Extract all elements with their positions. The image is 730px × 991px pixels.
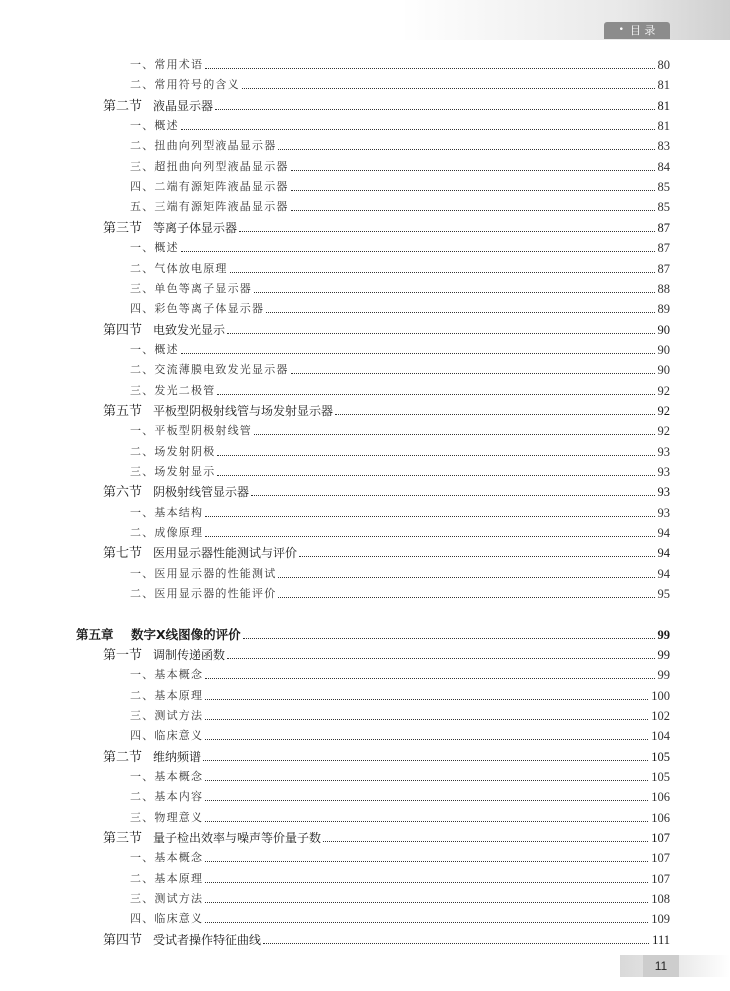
- toc-entry-title: 二、气体放电原理: [130, 261, 228, 275]
- toc-entry-label: [130, 770, 203, 784]
- toc-entry-title: 受试者操作特征曲线: [153, 932, 262, 947]
- toc-entry-title: 一、基本概念: [130, 769, 204, 783]
- toc-entry-title: 二、医用显示器的性能评价: [130, 587, 277, 601]
- toc-entry-page: 92: [657, 424, 670, 439]
- dot-leader: [230, 272, 655, 273]
- toc-entry-title: 阴极射线管显示器: [153, 485, 250, 500]
- toc-entry-title: 维纳频谱: [153, 749, 202, 764]
- toc-section[interactable]: [103, 927, 670, 947]
- toc-entry-label: [76, 628, 241, 642]
- dot-leader: [181, 251, 655, 252]
- toc-item[interactable]: [130, 723, 670, 743]
- dot-leader: [291, 170, 655, 171]
- toc-entry-title: 三、发光二极管: [130, 383, 216, 397]
- toc-entry-label: [130, 506, 203, 520]
- toc-entry-title: 一、基本概念: [130, 851, 204, 865]
- toc-entry-page: 87: [657, 241, 670, 256]
- dot-leader: [205, 739, 648, 740]
- toc-entry-label: [130, 58, 203, 72]
- toc-entry-title: 四、彩色等离子体显示器: [130, 302, 265, 316]
- toc-entry-page: 94: [657, 526, 670, 541]
- dot-leader: [205, 800, 648, 801]
- toc-entry-title: 一、医用显示器的性能测试: [130, 566, 277, 580]
- toc-entry-title: 二、成像原理: [130, 526, 204, 540]
- dot-leader: [205, 821, 648, 822]
- dot-leader: [254, 434, 655, 435]
- toc-entry-title: 一、常用术语: [130, 58, 204, 71]
- toc-entry-label: [130, 139, 276, 153]
- toc-entry-page: 99: [657, 627, 670, 642]
- toc-section[interactable]: [103, 93, 670, 113]
- toc-entry-title: 三、单色等离子显示器: [130, 281, 252, 295]
- toc-entry-label: [130, 790, 203, 804]
- toc-entry-title: 医用显示器性能测试与评价: [153, 546, 298, 561]
- toc-entry-title: 一、概述: [130, 119, 179, 133]
- dot-leader: [181, 129, 655, 130]
- toc-item[interactable]: [130, 866, 670, 886]
- toc-entry-title: 电致发光显示: [153, 322, 226, 337]
- toc-entry-label: [103, 933, 261, 947]
- toc-entry-title: 二、扭曲向列型液晶显示器: [130, 139, 277, 153]
- dot-leader: [205, 516, 654, 517]
- toc-item[interactable]: [130, 459, 670, 479]
- toc-entry-label: [130, 587, 276, 601]
- dot-leader: [205, 536, 654, 537]
- toc-entry-number: 第三节: [103, 219, 143, 235]
- toc-item[interactable]: [130, 52, 670, 72]
- toc-item[interactable]: [130, 439, 670, 459]
- toc-entry-page: 89: [657, 302, 670, 317]
- toc-entry-label: [103, 221, 237, 235]
- toc-item[interactable]: [130, 276, 670, 296]
- toc-entry-page: 99: [657, 647, 670, 662]
- toc-entry-title: 二、常用符号的含义: [130, 78, 240, 92]
- toc-entry-number: 第五节: [103, 403, 143, 418]
- toc-item[interactable]: [130, 520, 670, 540]
- toc-section[interactable]: [103, 825, 670, 845]
- dot-leader: [291, 190, 655, 191]
- toc-entry-page: 92: [657, 383, 670, 398]
- toc-item[interactable]: [130, 418, 670, 438]
- toc-entry-title: 二、基本原理: [130, 871, 204, 885]
- toc-entry-label: [130, 912, 203, 926]
- toc-entry-label: [130, 160, 289, 174]
- dot-leader: [205, 902, 648, 903]
- dot-leader: [278, 597, 654, 598]
- toc-entry-label: [103, 99, 213, 113]
- toc-entry-page: 107: [651, 871, 670, 886]
- toc-entry-number: 第五章: [76, 626, 114, 642]
- toc-entry-page: 94: [657, 546, 670, 561]
- toc-item[interactable]: [130, 703, 670, 723]
- dot-leader: [291, 210, 655, 211]
- toc-entry-page: 109: [651, 912, 670, 927]
- toc-item[interactable]: [130, 194, 670, 214]
- toc-entry-page: 92: [657, 404, 670, 418]
- toc-entry-label: [130, 78, 240, 92]
- dot-leader: [335, 414, 654, 415]
- toc-entry-page: 104: [651, 729, 670, 744]
- toc-entry-label: [130, 892, 203, 906]
- dot-leader: [278, 149, 654, 150]
- toc-entry-label: [103, 750, 201, 764]
- toc-entry-label: [130, 262, 228, 276]
- toc-entry-page: 106: [651, 810, 670, 825]
- bullet-icon: •: [618, 25, 624, 35]
- toc-entry-title: 四、临床意义: [130, 912, 204, 926]
- toc-item[interactable]: [130, 764, 670, 784]
- toc-entry-title: 四、临床意义: [130, 729, 204, 743]
- dot-leader: [203, 760, 648, 761]
- toc-entry-title: 三、超扭曲向列型液晶显示器: [130, 159, 289, 173]
- toc-entry-page: 93: [657, 465, 670, 479]
- toc-entry-title: 平板型阴极射线管与场发射显示器: [153, 404, 334, 418]
- toc-item[interactable]: [130, 113, 670, 133]
- toc-entry-title: 三、测试方法: [130, 708, 204, 722]
- dot-leader: [242, 88, 655, 89]
- dot-leader: [217, 475, 654, 476]
- toc-entry-label: [130, 200, 289, 214]
- toc-entry-number: 第三节: [103, 830, 143, 845]
- dot-leader: [243, 638, 655, 639]
- toc-entry-page: 102: [651, 708, 670, 723]
- toc-entry-number: 第七节: [103, 545, 143, 561]
- toc-entry-label: [130, 180, 289, 194]
- toc-item[interactable]: [130, 561, 670, 581]
- section-tab-label: 目 录: [629, 24, 656, 37]
- toc-entry-page: 87: [657, 261, 670, 276]
- toc-entry-label: [130, 709, 203, 723]
- toc-item[interactable]: [130, 581, 670, 601]
- toc-entry-label: [130, 668, 203, 682]
- toc-entry-title: 数字X线图像的评价: [131, 626, 241, 642]
- toc-entry-title: 五、三端有源矩阵液晶显示器: [130, 200, 289, 214]
- toc-entry-page: 90: [657, 322, 670, 337]
- toc-entry-page: 100: [651, 688, 670, 703]
- toc-section[interactable]: [103, 398, 670, 418]
- toc-entry-label: [130, 363, 289, 377]
- toc-entry-label: [130, 384, 215, 398]
- toc-entry-label: [130, 343, 179, 357]
- dot-leader: [205, 882, 648, 883]
- toc-entry-label: [130, 872, 203, 886]
- toc-entry-page: 80: [657, 58, 670, 72]
- toc-entry-label: [103, 323, 225, 337]
- toc-entry-page: 99: [657, 668, 670, 683]
- page-number: 11: [643, 955, 679, 977]
- toc-entry-label: [130, 567, 276, 581]
- toc-item[interactable]: [130, 662, 670, 682]
- toc-entry-page: 85: [657, 180, 670, 195]
- dot-leader: [239, 231, 654, 232]
- toc-entry-page: 107: [651, 851, 670, 866]
- toc-entry-page: 108: [651, 892, 670, 906]
- toc-entry-label: [130, 424, 252, 438]
- toc-entry-page: 83: [657, 139, 670, 154]
- toc-entry-page: 93: [657, 485, 670, 500]
- toc-entry-page: 111: [652, 932, 670, 947]
- toc-entry-label: [130, 851, 203, 865]
- toc-entry-number: 第四节: [103, 931, 143, 947]
- dot-leader: [278, 577, 654, 578]
- toc-entry-page: 87: [657, 220, 670, 235]
- toc-section[interactable]: [103, 642, 670, 662]
- toc-entry-number: 第二节: [103, 97, 143, 113]
- toc-item[interactable]: [130, 256, 670, 276]
- toc-entry-title: 一、基本结构: [130, 505, 204, 519]
- toc-item[interactable]: [130, 72, 670, 92]
- toc-entry-number: 第四节: [103, 321, 143, 337]
- dot-leader: [205, 68, 654, 69]
- dot-leader: [263, 943, 649, 944]
- toc-section[interactable]: [103, 479, 670, 499]
- toc-entry-label: [103, 404, 333, 418]
- dot-leader: [254, 292, 655, 293]
- toc-entry-page: 84: [657, 159, 670, 174]
- toc-entry-title: 二、交流薄膜电致发光显示器: [130, 363, 289, 377]
- toc-entry-title: 四、二端有源矩阵液晶显示器: [130, 180, 289, 194]
- toc-entry-title: 二、基本内容: [130, 790, 204, 804]
- toc-entry-label: [130, 302, 264, 316]
- toc-entry-page: 81: [657, 98, 670, 113]
- toc-section[interactable]: [103, 317, 670, 337]
- toc-entry-page: 93: [657, 505, 670, 520]
- toc-section[interactable]: [103, 215, 670, 235]
- toc-entry-number: 第二节: [103, 748, 143, 764]
- toc-entry-label: [130, 526, 203, 540]
- toc-entry-title: 调制传递函数: [153, 647, 226, 662]
- dot-leader: [205, 719, 648, 720]
- toc-item[interactable]: [130, 235, 670, 255]
- dot-leader: [217, 455, 654, 456]
- toc-item[interactable]: [130, 154, 670, 174]
- dot-leader: [251, 495, 654, 496]
- toc-item[interactable]: [130, 174, 670, 194]
- toc-entry-label: [130, 445, 215, 459]
- toc-item[interactable]: [130, 906, 670, 926]
- toc-entry-page: 106: [651, 790, 670, 805]
- dot-leader: [299, 556, 654, 557]
- dot-leader: [181, 353, 655, 354]
- dot-leader: [215, 109, 654, 110]
- toc-entry-title: 一、基本概念: [130, 668, 204, 682]
- toc-entry-label: [130, 811, 203, 825]
- toc-entry-page: 94: [657, 566, 670, 581]
- toc-chapter[interactable]: [76, 622, 670, 642]
- toc-entry-label: [130, 465, 215, 479]
- toc-item[interactable]: [130, 296, 670, 316]
- toc-entry-page: 105: [651, 769, 670, 784]
- toc-entry-page: 105: [651, 749, 670, 764]
- section-tab: [604, 22, 670, 39]
- toc-entry-page: 88: [657, 281, 670, 296]
- toc-entry-title: 一、概述: [130, 241, 179, 255]
- toc-entry-title: 二、场发射阴极: [130, 444, 216, 458]
- dot-leader: [227, 333, 654, 334]
- toc-item[interactable]: [130, 133, 670, 153]
- toc-entry-page: 81: [657, 78, 670, 93]
- toc-entry-label: [130, 241, 179, 255]
- dot-leader: [227, 658, 654, 659]
- dot-leader: [205, 861, 648, 862]
- toc-entry-title: 二、基本原理: [130, 688, 204, 702]
- toc-entry-label: [130, 729, 203, 743]
- toc-item[interactable]: [130, 845, 670, 865]
- dot-leader: [205, 780, 648, 781]
- toc-entry-page: 93: [657, 444, 670, 459]
- toc-entry-label: [130, 119, 179, 133]
- toc-item[interactable]: [130, 337, 670, 357]
- toc-entry-title: 三、物理意义: [130, 810, 204, 824]
- toc-entry-number: 第六节: [103, 484, 143, 500]
- toc-entry-number: 第一节: [103, 646, 143, 662]
- dot-leader: [323, 841, 648, 842]
- dot-leader: [217, 394, 654, 395]
- toc-entry-page: 85: [657, 200, 670, 215]
- dot-leader: [266, 312, 654, 313]
- toc-entry-title: 液晶显示器: [153, 98, 214, 113]
- dot-leader: [205, 699, 648, 700]
- toc-item[interactable]: [130, 500, 670, 520]
- toc-entry-label: [103, 485, 249, 499]
- toc-item[interactable]: [130, 357, 670, 377]
- toc-entry-label: [103, 648, 225, 662]
- toc-entry-label: [130, 689, 203, 703]
- dot-leader: [205, 678, 654, 679]
- toc-entry-page: 90: [657, 363, 670, 378]
- dot-leader: [205, 922, 648, 923]
- toc-entry-title: 等离子体显示器: [153, 220, 238, 235]
- toc-entry-page: 81: [657, 119, 670, 134]
- toc-entry-label: [103, 831, 321, 845]
- toc-entry-page: 95: [657, 587, 670, 602]
- toc-section[interactable]: [103, 744, 670, 764]
- toc-entry-page: 90: [657, 342, 670, 357]
- dot-leader: [291, 373, 655, 374]
- toc-item[interactable]: [130, 378, 670, 398]
- toc-item[interactable]: [130, 784, 670, 804]
- toc-section[interactable]: [103, 540, 670, 560]
- toc-entry-title: 一、平板型阴极射线管: [130, 424, 252, 438]
- toc-item[interactable]: [130, 805, 670, 825]
- toc-entry-title: 三、测试方法: [130, 892, 204, 905]
- toc-entry-label: [103, 546, 297, 560]
- toc-entry-page: 107: [651, 831, 670, 845]
- toc-entry-title: 三、场发射显示: [130, 465, 216, 478]
- toc-item[interactable]: [130, 683, 670, 703]
- toc-item[interactable]: [130, 886, 670, 906]
- toc-entry-title: 一、概述: [130, 342, 179, 356]
- toc-entry-label: [130, 282, 252, 296]
- toc-entry-title: 量子检出效率与噪声等价量子数: [153, 831, 322, 845]
